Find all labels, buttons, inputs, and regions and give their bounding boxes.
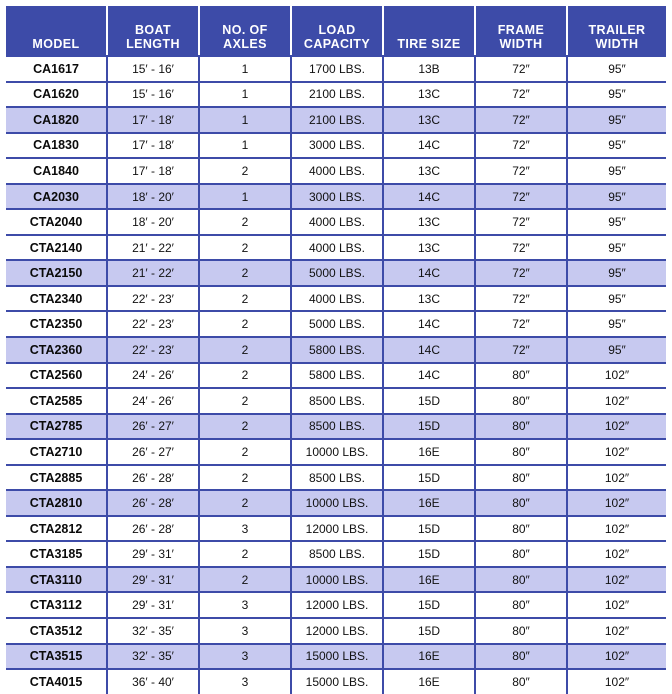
- cell-load-capacity: 3000 LBS.: [292, 132, 384, 158]
- cell-trailer-width: 95″: [568, 157, 666, 183]
- cell-axles: 2: [200, 234, 292, 260]
- cell-axles: 3: [200, 643, 292, 669]
- table-row: [6, 310, 666, 336]
- cell-frame-width: 80″: [476, 617, 568, 643]
- cell-trailer-width: 95″: [568, 259, 666, 285]
- cell-frame-width: 80″: [476, 464, 568, 490]
- cell-trailer-width: 102″: [568, 515, 666, 541]
- cell-axles: 2: [200, 387, 292, 413]
- cell-load-capacity: 8500 LBS.: [292, 464, 384, 490]
- cell-load-capacity: 10000 LBS.: [292, 566, 384, 592]
- table-row: [6, 132, 666, 158]
- cell-axles: 3: [200, 591, 292, 617]
- table-row: [6, 81, 666, 107]
- cell-model: CTA2785: [6, 413, 108, 439]
- cell-trailer-width: 102″: [568, 591, 666, 617]
- table-row: [6, 387, 666, 413]
- cell-frame-width: 72″: [476, 157, 568, 183]
- cell-trailer-width: 95″: [568, 55, 666, 81]
- cell-axles: 3: [200, 515, 292, 541]
- table-row: [6, 208, 666, 234]
- header-load-capacity: [292, 6, 384, 55]
- cell-boat-length: 21′ - 22′: [108, 234, 200, 260]
- header-boat-length-line2: LENGTH: [126, 37, 180, 51]
- cell-model: CA1830: [6, 132, 108, 158]
- cell-load-capacity: 3000 LBS.: [292, 183, 384, 209]
- cell-boat-length: 17′ - 18′: [108, 157, 200, 183]
- cell-frame-width: 72″: [476, 336, 568, 362]
- cell-model: CA2030: [6, 183, 108, 209]
- header-axles: [200, 6, 292, 55]
- cell-model: CTA2040: [6, 208, 108, 234]
- cell-load-capacity: 1700 LBS.: [292, 55, 384, 81]
- table-row: [6, 413, 666, 439]
- cell-boat-length: 32′ - 35′: [108, 643, 200, 669]
- cell-tire-size: 16E: [384, 438, 476, 464]
- cell-trailer-width: 102″: [568, 413, 666, 439]
- cell-trailer-width: 102″: [568, 438, 666, 464]
- header-model-line2: MODEL: [32, 37, 80, 51]
- cell-frame-width: 72″: [476, 285, 568, 311]
- cell-tire-size: 13C: [384, 285, 476, 311]
- cell-frame-width: 80″: [476, 413, 568, 439]
- header-frame-width: [476, 6, 568, 55]
- trailer-spec-table: [6, 6, 666, 694]
- cell-boat-length: 26′ - 28′: [108, 464, 200, 490]
- cell-tire-size: 14C: [384, 310, 476, 336]
- header-frame-width-line2: WIDTH: [499, 37, 543, 51]
- cell-frame-width: 72″: [476, 106, 568, 132]
- header-load-capacity-line2: CAPACITY: [303, 37, 371, 51]
- cell-boat-length: 29′ - 31′: [108, 540, 200, 566]
- table-row: [6, 106, 666, 132]
- cell-boat-length: 26′ - 28′: [108, 489, 200, 515]
- cell-boat-length: 15′ - 16′: [108, 55, 200, 81]
- cell-tire-size: 14C: [384, 132, 476, 158]
- cell-model: CTA2340: [6, 285, 108, 311]
- cell-tire-size: 13C: [384, 157, 476, 183]
- cell-axles: 2: [200, 285, 292, 311]
- cell-boat-length: 17′ - 18′: [108, 106, 200, 132]
- cell-load-capacity: 12000 LBS.: [292, 515, 384, 541]
- cell-load-capacity: 5000 LBS.: [292, 259, 384, 285]
- cell-trailer-width: 95″: [568, 183, 666, 209]
- table-row: [6, 157, 666, 183]
- cell-axles: 2: [200, 489, 292, 515]
- cell-model: CTA2140: [6, 234, 108, 260]
- header-frame-width-line1: FRAME: [497, 23, 545, 37]
- cell-model: CTA2350: [6, 310, 108, 336]
- cell-boat-length: 24′ - 26′: [108, 387, 200, 413]
- cell-tire-size: 15D: [384, 591, 476, 617]
- cell-load-capacity: 2100 LBS.: [292, 106, 384, 132]
- cell-trailer-width: 95″: [568, 132, 666, 158]
- cell-boat-length: 18′ - 20′: [108, 208, 200, 234]
- cell-boat-length: 32′ - 35′: [108, 617, 200, 643]
- cell-model: CTA4015: [6, 668, 108, 694]
- table-row: [6, 336, 666, 362]
- cell-boat-length: 15′ - 16′: [108, 81, 200, 107]
- cell-frame-width: 80″: [476, 591, 568, 617]
- cell-load-capacity: 2100 LBS.: [292, 81, 384, 107]
- cell-tire-size: 14C: [384, 183, 476, 209]
- cell-axles: 2: [200, 336, 292, 362]
- cell-tire-size: 13B: [384, 55, 476, 81]
- cell-frame-width: 80″: [476, 540, 568, 566]
- header-model: [6, 6, 108, 55]
- cell-load-capacity: 10000 LBS.: [292, 489, 384, 515]
- cell-frame-width: 80″: [476, 515, 568, 541]
- cell-load-capacity: 15000 LBS.: [292, 668, 384, 694]
- table-row: [6, 489, 666, 515]
- cell-model: CA1820: [6, 106, 108, 132]
- cell-axles: 1: [200, 183, 292, 209]
- header-tire-size-line2: TIRE SIZE: [397, 37, 461, 51]
- cell-boat-length: 24′ - 26′: [108, 362, 200, 388]
- cell-trailer-width: 102″: [568, 489, 666, 515]
- cell-trailer-width: 95″: [568, 336, 666, 362]
- cell-boat-length: 26′ - 28′: [108, 515, 200, 541]
- cell-model: CTA2810: [6, 489, 108, 515]
- cell-tire-size: 15D: [384, 540, 476, 566]
- cell-boat-length: 22′ - 23′: [108, 285, 200, 311]
- table-body: [6, 55, 666, 694]
- cell-tire-size: 16E: [384, 489, 476, 515]
- header-axles-line2: AXLES: [223, 37, 267, 51]
- cell-frame-width: 72″: [476, 183, 568, 209]
- cell-axles: 2: [200, 540, 292, 566]
- cell-frame-width: 80″: [476, 438, 568, 464]
- cell-axles: 1: [200, 106, 292, 132]
- header-axles-line1: NO. OF: [222, 23, 268, 37]
- cell-tire-size: 14C: [384, 336, 476, 362]
- cell-axles: 1: [200, 132, 292, 158]
- table-row: [6, 285, 666, 311]
- cell-model: CA1617: [6, 55, 108, 81]
- cell-boat-length: 36′ - 40′: [108, 668, 200, 694]
- cell-trailer-width: 102″: [568, 464, 666, 490]
- cell-frame-width: 72″: [476, 310, 568, 336]
- cell-frame-width: 80″: [476, 362, 568, 388]
- cell-trailer-width: 102″: [568, 362, 666, 388]
- cell-frame-width: 72″: [476, 208, 568, 234]
- cell-model: CTA3515: [6, 643, 108, 669]
- cell-load-capacity: 12000 LBS.: [292, 617, 384, 643]
- header-boat-length-line1: BOAT: [134, 23, 172, 37]
- cell-tire-size: 15D: [384, 515, 476, 541]
- cell-trailer-width: 102″: [568, 643, 666, 669]
- cell-axles: 2: [200, 413, 292, 439]
- table-row: [6, 183, 666, 209]
- cell-axles: 2: [200, 438, 292, 464]
- table-row: [6, 617, 666, 643]
- cell-load-capacity: 4000 LBS.: [292, 234, 384, 260]
- cell-frame-width: 80″: [476, 489, 568, 515]
- header-row: [6, 6, 666, 55]
- cell-load-capacity: 8500 LBS.: [292, 540, 384, 566]
- cell-boat-length: 18′ - 20′: [108, 183, 200, 209]
- table-row: [6, 234, 666, 260]
- cell-tire-size: 16E: [384, 643, 476, 669]
- header-trailer-width-line2: WIDTH: [595, 37, 639, 51]
- cell-tire-size: 15D: [384, 413, 476, 439]
- cell-tire-size: 15D: [384, 387, 476, 413]
- cell-trailer-width: 102″: [568, 566, 666, 592]
- cell-trailer-width: 102″: [568, 540, 666, 566]
- table-row: [6, 55, 666, 81]
- trailer-spec-table-container: [6, 6, 666, 689]
- cell-frame-width: 72″: [476, 81, 568, 107]
- header-tire-size: [384, 6, 476, 55]
- cell-trailer-width: 95″: [568, 234, 666, 260]
- cell-frame-width: 72″: [476, 234, 568, 260]
- cell-tire-size: 13C: [384, 81, 476, 107]
- table-row: [6, 259, 666, 285]
- cell-axles: 3: [200, 617, 292, 643]
- table-row: [6, 668, 666, 694]
- cell-tire-size: 16E: [384, 566, 476, 592]
- cell-model: CTA3185: [6, 540, 108, 566]
- header-trailer-width: [568, 6, 666, 55]
- cell-frame-width: 72″: [476, 55, 568, 81]
- cell-trailer-width: 102″: [568, 387, 666, 413]
- cell-boat-length: 21′ - 22′: [108, 259, 200, 285]
- cell-model: CTA2710: [6, 438, 108, 464]
- cell-trailer-width: 95″: [568, 81, 666, 107]
- table-row: [6, 643, 666, 669]
- cell-load-capacity: 15000 LBS.: [292, 643, 384, 669]
- cell-model: CTA3112: [6, 591, 108, 617]
- cell-axles: 2: [200, 464, 292, 490]
- header-trailer-width-line1: TRAILER: [588, 23, 646, 37]
- cell-trailer-width: 95″: [568, 285, 666, 311]
- cell-tire-size: 15D: [384, 464, 476, 490]
- cell-tire-size: 13C: [384, 106, 476, 132]
- table-row: [6, 464, 666, 490]
- cell-tire-size: 13C: [384, 234, 476, 260]
- table-row: [6, 438, 666, 464]
- cell-model: CTA3110: [6, 566, 108, 592]
- cell-axles: 2: [200, 362, 292, 388]
- cell-model: CTA2585: [6, 387, 108, 413]
- cell-frame-width: 72″: [476, 259, 568, 285]
- cell-trailer-width: 102″: [568, 668, 666, 694]
- header-boat-length: [108, 6, 200, 55]
- cell-trailer-width: 95″: [568, 310, 666, 336]
- cell-frame-width: 72″: [476, 132, 568, 158]
- cell-axles: 1: [200, 81, 292, 107]
- cell-boat-length: 26′ - 27′: [108, 438, 200, 464]
- cell-model: CA1840: [6, 157, 108, 183]
- cell-axles: 3: [200, 668, 292, 694]
- cell-trailer-width: 102″: [568, 617, 666, 643]
- cell-trailer-width: 95″: [568, 208, 666, 234]
- cell-tire-size: 16E: [384, 668, 476, 694]
- cell-model: CTA2560: [6, 362, 108, 388]
- cell-boat-length: 26′ - 27′: [108, 413, 200, 439]
- cell-frame-width: 80″: [476, 387, 568, 413]
- cell-trailer-width: 95″: [568, 106, 666, 132]
- cell-load-capacity: 12000 LBS.: [292, 591, 384, 617]
- cell-load-capacity: 4000 LBS.: [292, 208, 384, 234]
- cell-model: CTA2360: [6, 336, 108, 362]
- cell-tire-size: 15D: [384, 617, 476, 643]
- cell-model: CA1620: [6, 81, 108, 107]
- table-row: [6, 362, 666, 388]
- cell-tire-size: 13C: [384, 208, 476, 234]
- cell-tire-size: 14C: [384, 259, 476, 285]
- cell-axles: 2: [200, 566, 292, 592]
- cell-axles: 2: [200, 208, 292, 234]
- cell-frame-width: 80″: [476, 668, 568, 694]
- cell-model: CTA2885: [6, 464, 108, 490]
- cell-frame-width: 80″: [476, 643, 568, 669]
- cell-axles: 2: [200, 259, 292, 285]
- cell-boat-length: 29′ - 31′: [108, 591, 200, 617]
- cell-load-capacity: 8500 LBS.: [292, 413, 384, 439]
- cell-load-capacity: 5000 LBS.: [292, 310, 384, 336]
- cell-axles: 2: [200, 310, 292, 336]
- cell-boat-length: 29′ - 31′: [108, 566, 200, 592]
- cell-axles: 1: [200, 55, 292, 81]
- table-row: [6, 515, 666, 541]
- cell-tire-size: 14C: [384, 362, 476, 388]
- cell-model: CTA3512: [6, 617, 108, 643]
- cell-model: CTA2812: [6, 515, 108, 541]
- cell-load-capacity: 4000 LBS.: [292, 285, 384, 311]
- table-row: [6, 566, 666, 592]
- cell-load-capacity: 4000 LBS.: [292, 157, 384, 183]
- cell-model: CTA2150: [6, 259, 108, 285]
- table-row: [6, 591, 666, 617]
- cell-load-capacity: 8500 LBS.: [292, 387, 384, 413]
- cell-load-capacity: 10000 LBS.: [292, 438, 384, 464]
- cell-boat-length: 17′ - 18′: [108, 132, 200, 158]
- cell-load-capacity: 5800 LBS.: [292, 362, 384, 388]
- cell-frame-width: 80″: [476, 566, 568, 592]
- table-row: [6, 540, 666, 566]
- cell-axles: 2: [200, 157, 292, 183]
- cell-boat-length: 22′ - 23′: [108, 310, 200, 336]
- header-load-capacity-line1: LOAD: [318, 23, 356, 37]
- cell-load-capacity: 5800 LBS.: [292, 336, 384, 362]
- cell-boat-length: 22′ - 23′: [108, 336, 200, 362]
